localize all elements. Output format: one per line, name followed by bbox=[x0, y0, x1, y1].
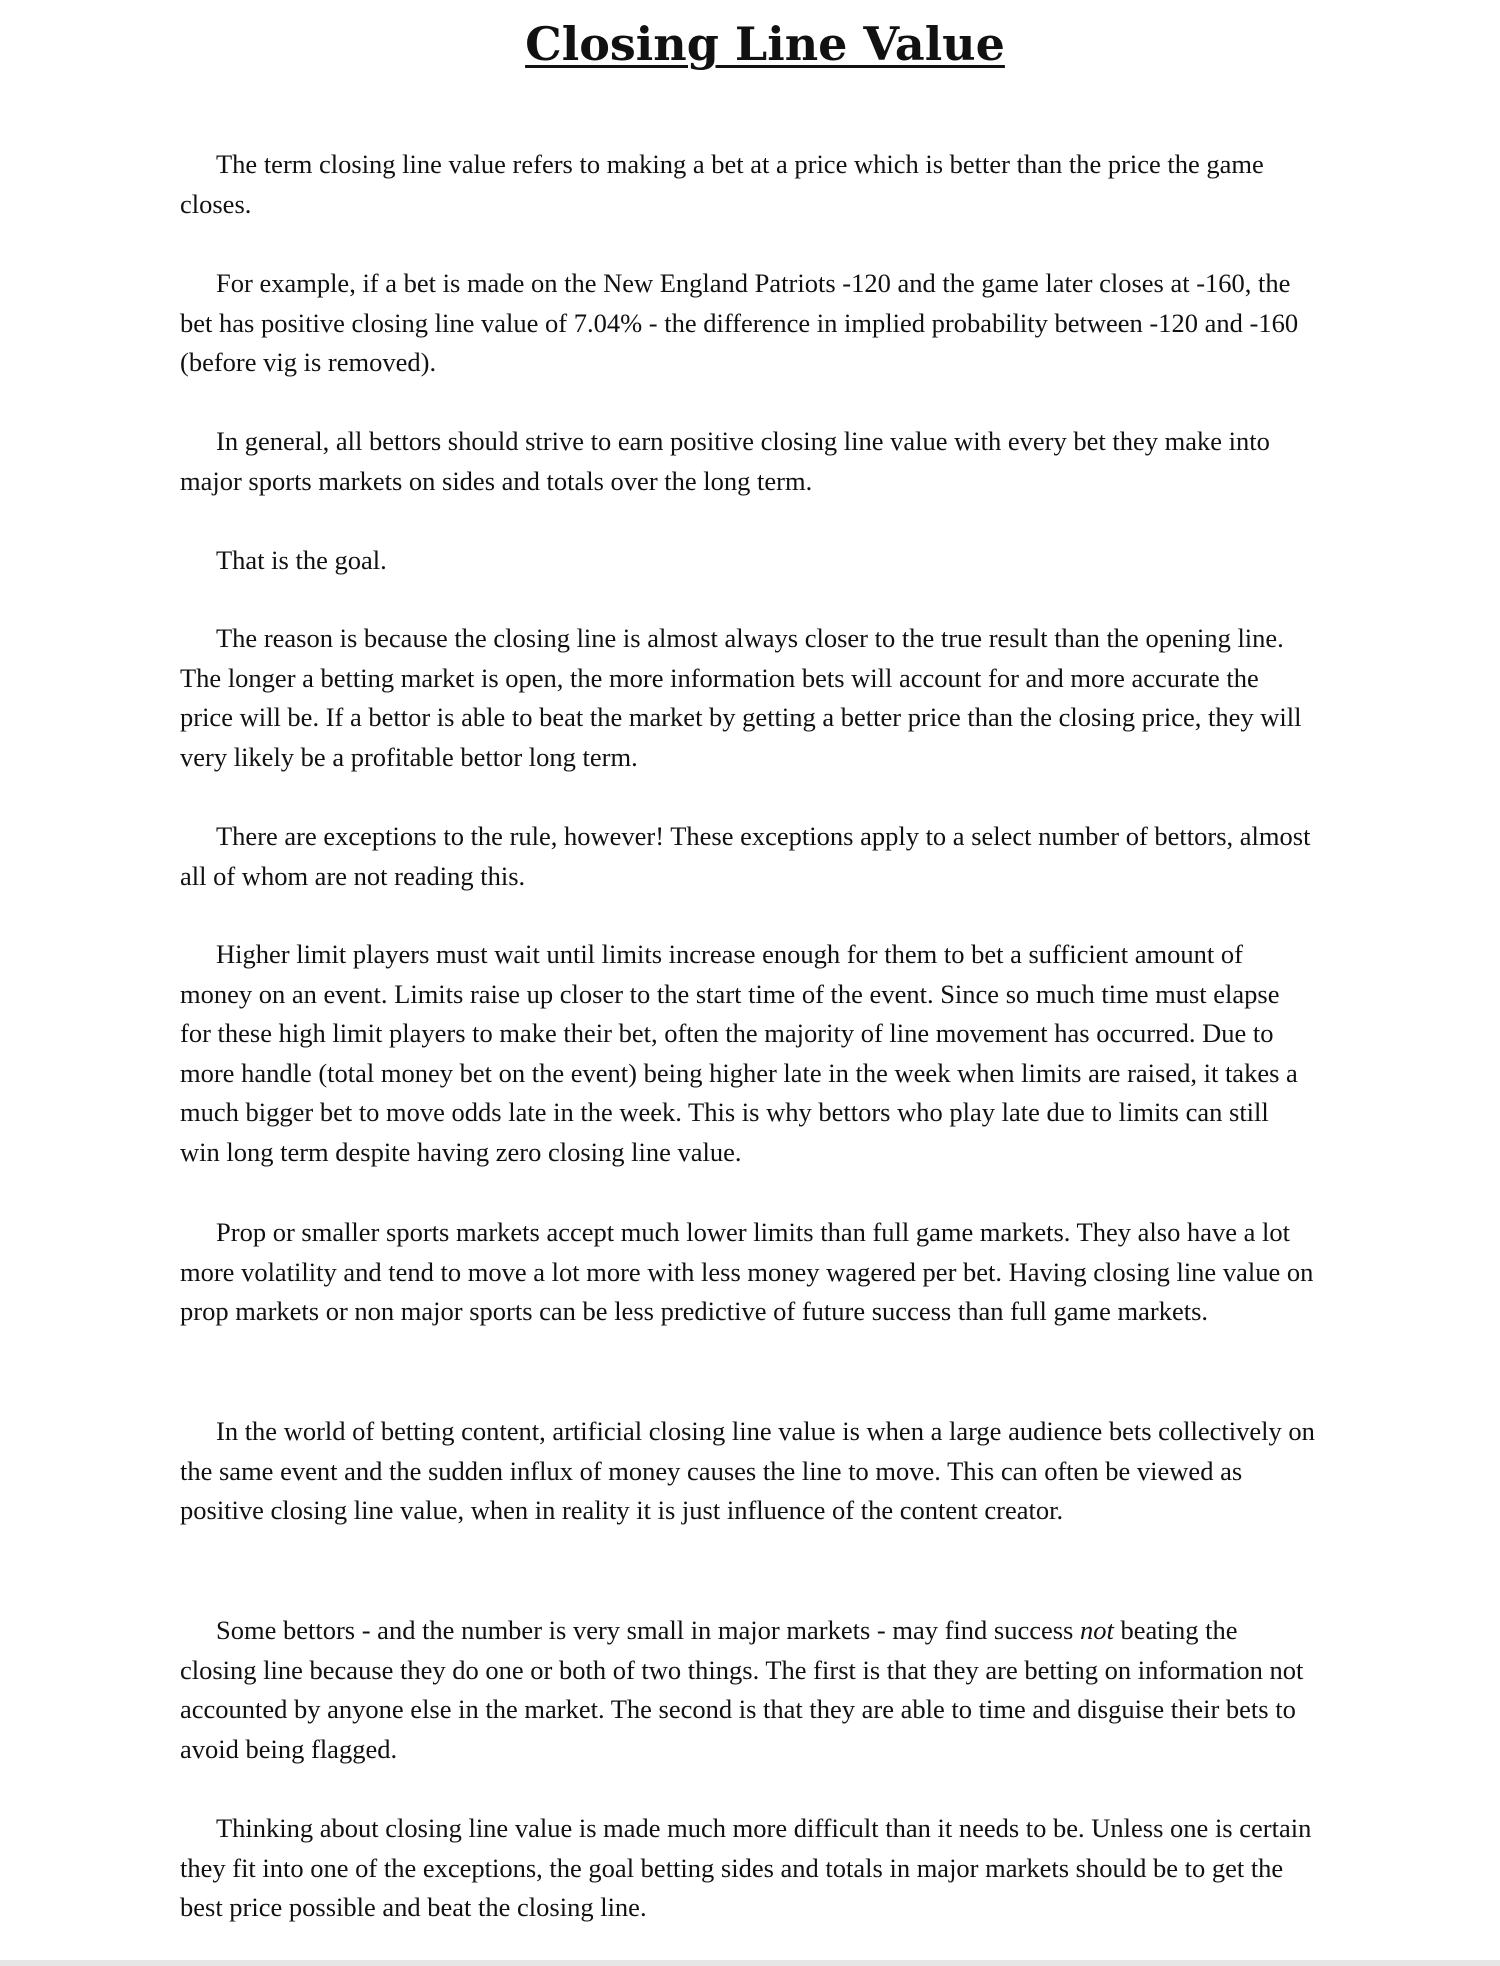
paragraph-definition: The term closing line value refers to making a bet at a price which is better than the price the game closes. bbox=[180, 149, 1264, 219]
emphasis-not: not bbox=[1080, 1615, 1114, 1645]
paragraph-conclusion: Thinking about closing line value is made much more difficult than it needs to be. Unless one is certain they fit into one of the exceptions, the goal betting sides and totals in major markets should be to get the best price possible and beat the closing line. bbox=[180, 1813, 1312, 1922]
paragraph-higher-limit: Higher limit players must wait until limits increase enough for them to bet a sufficient amount of money on an event. Limits raise up closer to the start time of the event. Since so much time must elapse for these high limit players to make their bet, often the majority of line movement has occurred. Due to more handle (total money bet on the event) being higher late in the week when limits are raised, it takes a much bigger bet to move odds late in the week. This is why bettors who play late due to limits can still win long term despite having zero closing line value. bbox=[180, 939, 1298, 1167]
paragraph-some-bettors bbox=[180, 1611, 1315, 1769]
paragraph-reason: The reason is because the closing line is almost always closer to the true result than the opening line. The longer a betting market is open, the more information bets will account for and more accurate the price will be. If a bettor is able to beat the market by getting a better price than the closing price, they will very likely be a profitable bettor long term. bbox=[180, 623, 1302, 772]
paragraph-goal: That is the goal. bbox=[216, 545, 387, 575]
paragraph-artificial-clv: In the world of betting content, artificial closing line value is when a large audience bets collectively on the same event and the sudden influx of money causes the line to move. This can often be viewed as positive closing line value, when in reality it is just influence of the content creator. bbox=[180, 1416, 1315, 1525]
paragraph-some-bettors-start: Some bettors - and the number is very small in major markets - may find success bbox=[216, 1615, 1080, 1645]
paragraph-some-bettors-end: beating the closing line because they do one or both of two things. The first is that they are betting on information not accounted by anyone else in the market. The second is that they are able to time and disguise their bets to avoid being flagged. bbox=[180, 1615, 1304, 1764]
page-bottom-divider bbox=[0, 1960, 1500, 1966]
paragraph-prop-markets: Prop or smaller sports markets accept much lower limits than full game markets. They also have a lot more volatility and tend to move a lot more with less money wagered per bet. Having closing line value on prop markets or non major sports can be less predictive of future success than full game markets. bbox=[180, 1217, 1314, 1326]
page-title: Closing Line Value bbox=[525, 17, 1005, 71]
paragraph-general: In general, all bettors should strive to earn positive closing line value with every bet they make into major sports markets on sides and totals over the long term. bbox=[180, 426, 1270, 496]
paragraph-example: For example, if a bet is made on the New England Patriots -120 and the game later closes at -160, the bet has positive closing line value of 7.04% - the difference in implied probability between -120 and -160 (before vig is removed). bbox=[180, 268, 1299, 377]
paragraph-exceptions: There are exceptions to the rule, however! These exceptions apply to a select number of bettors, almost all of whom are not reading this. bbox=[180, 821, 1311, 891]
